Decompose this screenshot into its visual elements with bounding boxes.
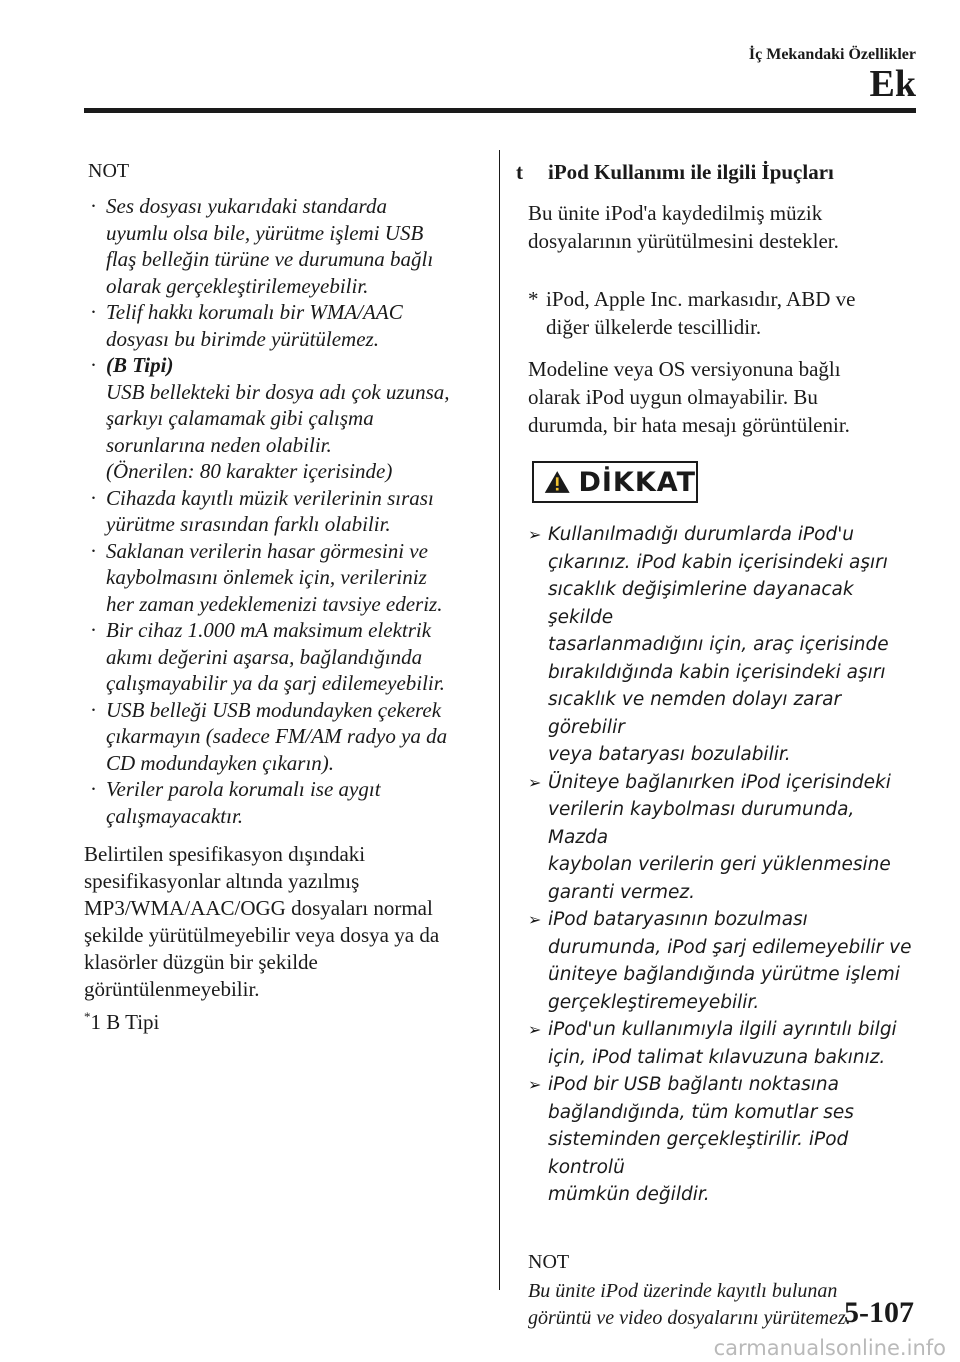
bullet-icon: · [90, 353, 97, 377]
note-item: · Veriler parola korumalı ise aygıt çalışmayacaktır. [90, 777, 381, 828]
column-divider [499, 150, 500, 1290]
caution-item: ➢ iPod bir USB bağlantı noktasına bağlandığında, tüm komutlar ses sisteminden gerçekleştirilir. iPod kontrolü mümkün değildir. [528, 1071, 920, 1209]
caution-box [532, 461, 698, 503]
ipod-video-note: Bu ünite iPod üzerinde kayıtlı bulunan görüntü ve video dosyalarını yürütemez. [528, 1279, 851, 1329]
note-item: · Bir cihaz 1.000 mA maksimum elektrik akımı değerini aşarsa, bağlandığında çalışmayabilir ya da şarj edilemeyebilir. [90, 618, 445, 695]
caution-item: ➢ Kullanılmadığı durumlarda iPod'u çıkarınız. iPod kabin içerisindeki aşırı sıcaklık değişimlerine dayanacak şekilde tasarlanmadığını için, araç içerisinde bırakıldığında kabin içerisindeki aşırı sıcaklık ve nemden dolayı zarar görebilir veya bataryası bozulabilir. [528, 521, 920, 769]
arrow-bullet-icon: ➢ [528, 525, 542, 544]
right-column [516, 160, 920, 1332]
asterisk-mark: * [528, 287, 539, 311]
section-title: İç Mekandaki Özellikler [748, 46, 916, 63]
watermark: carmanualsonline.info [713, 1336, 946, 1360]
chapter-title: Ek [869, 63, 916, 105]
bullet-icon: · [90, 194, 97, 218]
note-item: · Cihazda kayıtlı müzik verilerinin sırası yürütme sırasından farklı olabilir. [90, 485, 434, 536]
left-column [84, 160, 476, 1035]
page-number: 5-107 [844, 1296, 914, 1329]
ipod-tips-heading: t iPod Kullanımı ile ilgili İpuçları [516, 160, 834, 184]
model-paragraph: Modeline veya OS versiyonuna bağlı olarak iPod uygun olmayabilir. Bu durumda, bir hata mesajı görüntülenir. [528, 357, 850, 437]
bullet-icon: · [90, 300, 97, 324]
caution-label: DİKKAT [578, 466, 696, 498]
footnote-mark: * [84, 1009, 91, 1024]
header-divider [84, 108, 916, 113]
note-list [84, 193, 476, 829]
arrow-bullet-icon: ➢ [528, 910, 542, 929]
footnote [84, 1009, 476, 1035]
caution-item: ➢ iPod bataryasının bozulması durumunda, iPod şarj edilemeyebilir ve üniteye bağlandığında yürütme işlemi gerçekleştiremeyebilir. [528, 906, 920, 1016]
bullet-icon: · [90, 485, 97, 510]
warning-triangle-icon [544, 467, 570, 497]
note-item: · Ses dosyası yukarıdaki standarda uyumlu olsa bile, yürütme işlemi USB flaş belleğin türüne ve durumuna bağlı olarak gerçekleştirilemeyebilir. [90, 194, 434, 298]
caution-list [528, 521, 920, 1209]
note-label: NOT [88, 160, 130, 182]
intro-paragraph: Bu ünite iPod'a kaydedilmiş müzik dosyalarının yürütülmesini destekler. [528, 201, 839, 253]
note-item: · Saklanan verilerin hasar görmesini ve kaybolmasını önlemek için, verileriniz her zaman yedeklemenizi tavsiye ederiz. [90, 538, 443, 616]
arrow-bullet-icon: ➢ [528, 772, 542, 792]
arrow-bullet-icon: ➢ [528, 1075, 542, 1094]
footnote-text: 1 B Tipi [90, 1010, 160, 1034]
arrow-bullet-icon: ➢ [528, 1020, 542, 1039]
note-item: · Telif hakkı korumalı bir WMA/AAC dosyası bu birimde yürütülemez. [90, 300, 403, 351]
trademark-note: * iPod, Apple Inc. markasıdır, ABD ve diğer ülkelerde tescillidir. [528, 287, 856, 339]
bullet-icon: · [90, 538, 97, 563]
note-item: · USB belleği USB modundayken çekerek çıkarmayın (sadece FM/AM radyo ya da CD modundayken çıkarın). [90, 697, 448, 775]
note-label-right: NOT [528, 1250, 570, 1273]
caution-item: ➢ Üniteye bağlanırken iPod içerisindeki verilerin kaybolması durumunda, Mazda kaybolan verilerin geri yüklenmesine garanti vermez. [528, 769, 920, 907]
section-marker-icon: t [516, 160, 523, 184]
spec-paragraph: Belirtilen spesifikasyon dışındaki spesifikasyonlar altında yazılmış MP3/WMA/AAC/OGG dosyaları normal şekilde yürütülmeyebilir veya dosya ya da klasörler düzgün bir şekilde görüntülenmeyebilir. [84, 842, 440, 1001]
caution-item: ➢ iPod'un kullanımıyla ilgili ayrıntılı bilgi için, iPod talimat kılavuzuna bakınız. [528, 1016, 920, 1071]
bullet-icon: · [90, 618, 97, 642]
note-item: · (B Tipi) USB bellekteki bir dosya adı çok uzunsa, şarkıyı çalamamak gibi çalışma sorunlarına neden olabilir. (Önerilen: 80 karakter içerisinde) [90, 353, 450, 483]
bullet-icon: · [90, 777, 97, 801]
bullet-icon: · [90, 697, 97, 722]
